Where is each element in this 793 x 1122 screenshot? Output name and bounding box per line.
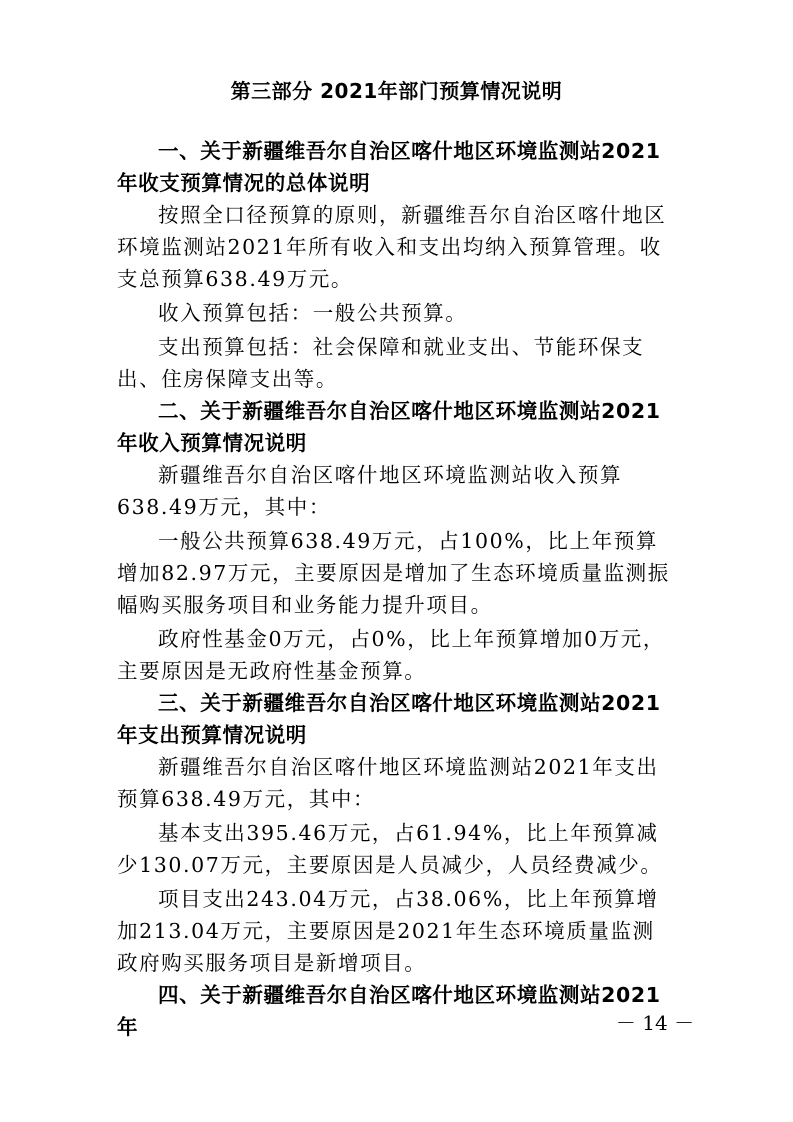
page-title: 第三部分 2021年部门预算情况说明: [230, 79, 563, 103]
page-number: － 14 －: [615, 1011, 695, 1035]
section-1-paragraph-2: 收入预算包括：一般公共预算。: [158, 301, 468, 325]
section-3-paragraph-3: 项目支出243.04万元，占38.06%，比上年预算增加213.04万元，主要原因是2021年生态环境质量监测政府购买服务项目是新增项目。: [117, 887, 659, 975]
section-4-heading: 四、关于新疆维吾尔自治区喀什地区环境监测站2021年: [117, 983, 661, 1039]
section-3-paragraph-2: 基本支出395.46万元，占61.94%，比上年预算减少130.07万元，主要原因是人员减少，人员经费减少。: [117, 821, 663, 877]
section-2-paragraph-3: 政府性基金0万元，占0%，比上年预算增加0万元，主要原因是无政府性基金预算。: [117, 627, 666, 683]
document-body: [117, 135, 673, 1043]
section-2-paragraph-1: 新疆维吾尔自治区喀什地区环境监测站收入预算638.49万元，其中：: [117, 463, 623, 519]
section-3-paragraph-1: 新疆维吾尔自治区喀什地区环境监测站2021年支出预算638.49万元，其中：: [117, 755, 659, 811]
section-1-paragraph-1: 按照全口径预算的原则，新疆维吾尔自治区喀什地区环境监测站2021年所有收入和支出均纳入预算管理。收支总预算638.49万元。: [117, 203, 667, 291]
section-1-paragraph-3: 支出预算包括：社会保障和就业支出、节能环保支出、住房保障支出等。: [117, 335, 645, 391]
section-2-heading: 二、关于新疆维吾尔自治区喀什地区环境监测站2021年收入预算情况说明: [117, 399, 661, 455]
section-2-paragraph-2: 一般公共预算638.49万元，占100%，比上年预算增加82.97万元，主要原因是增加了生态环境质量监测振幅购买服务项目和业务能力提升项目。: [117, 529, 670, 617]
section-1-heading: 一、关于新疆维吾尔自治区喀什地区环境监测站2021年收支预算情况的总体说明: [117, 139, 661, 195]
section-3-heading: 三、关于新疆维吾尔自治区喀什地区环境监测站2021年支出预算情况说明: [117, 691, 661, 747]
